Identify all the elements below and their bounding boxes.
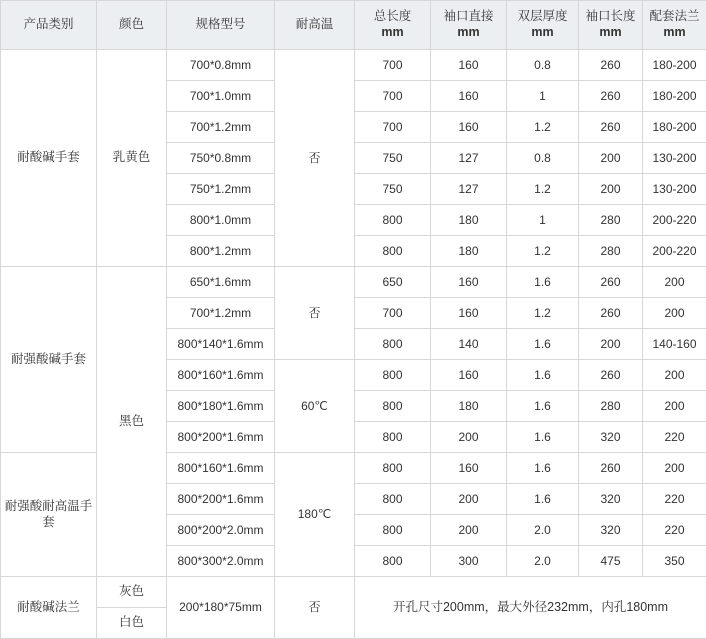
cuff-length-cell: 260	[579, 267, 643, 298]
thickness-cell: 1.6	[507, 329, 579, 360]
model-cell: 750*1.2mm	[167, 174, 275, 205]
header-total-length-unit: mm	[357, 25, 428, 41]
header-heat-resistance: 耐高温	[275, 1, 355, 50]
cuff-length-cell: 200	[579, 329, 643, 360]
cuff-length-cell: 260	[579, 453, 643, 484]
total-length-cell: 800	[355, 360, 431, 391]
total-length-cell: 800	[355, 205, 431, 236]
model-cell: 800*1.0mm	[167, 205, 275, 236]
header-flange: 配套法兰 mm	[643, 1, 706, 50]
model-cell: 800*1.2mm	[167, 236, 275, 267]
model-cell: 800*200*1.6mm	[167, 422, 275, 453]
thickness-cell: 1	[507, 81, 579, 112]
cuff-diameter-cell: 127	[431, 174, 507, 205]
table-body	[1, 50, 706, 639]
cuff-diameter-cell: 200	[431, 422, 507, 453]
cuff-length-cell: 200	[579, 143, 643, 174]
cuff-length-cell: 320	[579, 515, 643, 546]
cuff-diameter-cell: 160	[431, 81, 507, 112]
header-total-length: 总长度 mm	[355, 1, 431, 50]
header-cuff-diameter-unit: mm	[433, 25, 504, 41]
header-thickness-unit: mm	[509, 25, 576, 41]
color-cell-black: 黑色	[97, 267, 167, 577]
model-cell: 700*0.8mm	[167, 50, 275, 81]
model-cell-flange: 200*180*75mm	[167, 577, 275, 639]
thickness-cell: 1.6	[507, 422, 579, 453]
model-cell: 800*200*1.6mm	[167, 484, 275, 515]
cuff-length-cell: 280	[579, 236, 643, 267]
cuff-diameter-cell: 160	[431, 267, 507, 298]
flange-cell: 130-200	[643, 143, 706, 174]
header-cuff-length-unit: mm	[581, 25, 640, 41]
total-length-cell: 700	[355, 298, 431, 329]
cuff-length-cell: 260	[579, 112, 643, 143]
cuff-diameter-cell: 180	[431, 205, 507, 236]
model-cell: 800*300*2.0mm	[167, 546, 275, 577]
cuff-diameter-cell: 180	[431, 391, 507, 422]
cuff-diameter-cell: 140	[431, 329, 507, 360]
total-length-cell: 800	[355, 329, 431, 360]
cuff-length-cell: 320	[579, 484, 643, 515]
flange-cell: 200	[643, 391, 706, 422]
header-model: 规格型号	[167, 1, 275, 50]
model-cell: 800*160*1.6mm	[167, 360, 275, 391]
total-length-cell: 800	[355, 515, 431, 546]
total-length-cell: 650	[355, 267, 431, 298]
color-cell-white: 白色	[97, 608, 167, 639]
flange-cell: 350	[643, 546, 706, 577]
table-row	[1, 267, 706, 298]
total-length-cell: 700	[355, 81, 431, 112]
header-cuff-length: 袖口长度 mm	[579, 1, 643, 50]
total-length-cell: 750	[355, 174, 431, 205]
flange-cell: 200	[643, 267, 706, 298]
table-header	[1, 1, 706, 50]
cuff-length-cell: 260	[579, 81, 643, 112]
thickness-cell: 1.2	[507, 112, 579, 143]
cuff-length-cell: 280	[579, 205, 643, 236]
thickness-cell: 0.8	[507, 50, 579, 81]
category-cell-strong-acid-alkali-gloves: 耐强酸碱手套	[1, 267, 97, 453]
model-cell: 800*140*1.6mm	[167, 329, 275, 360]
thickness-cell: 0.8	[507, 143, 579, 174]
model-cell: 750*0.8mm	[167, 143, 275, 174]
cuff-diameter-cell: 300	[431, 546, 507, 577]
heat-cell: 180℃	[275, 453, 355, 577]
model-cell: 700*1.2mm	[167, 298, 275, 329]
cuff-diameter-cell: 160	[431, 360, 507, 391]
header-cuff-diameter: 袖口直接 mm	[431, 1, 507, 50]
table-row	[1, 50, 706, 81]
color-cell-gray: 灰色	[97, 577, 167, 608]
flange-cell: 140-160	[643, 329, 706, 360]
cuff-diameter-cell: 180	[431, 236, 507, 267]
header-row	[1, 1, 706, 50]
flange-cell: 200-220	[643, 236, 706, 267]
header-thickness: 双层厚度 mm	[507, 1, 579, 50]
category-cell-acid-alkali-gloves: 耐酸碱手套	[1, 50, 97, 267]
flange-cell: 200	[643, 453, 706, 484]
heat-cell: 否	[275, 50, 355, 267]
cuff-length-cell: 280	[579, 391, 643, 422]
cuff-length-cell: 320	[579, 422, 643, 453]
cuff-diameter-cell: 160	[431, 112, 507, 143]
cuff-diameter-cell: 160	[431, 50, 507, 81]
thickness-cell: 1	[507, 205, 579, 236]
header-color: 颜色	[97, 1, 167, 50]
table-row	[1, 577, 706, 608]
thickness-cell: 1.6	[507, 360, 579, 391]
flange-note-cell: 开孔尺寸200mm，最大外径232mm，内孔180mm	[355, 577, 706, 639]
flange-cell: 200-220	[643, 205, 706, 236]
thickness-cell: 1.2	[507, 174, 579, 205]
cuff-length-cell: 260	[579, 360, 643, 391]
flange-cell: 130-200	[643, 174, 706, 205]
heat-cell: 60℃	[275, 360, 355, 453]
model-cell: 650*1.6mm	[167, 267, 275, 298]
cuff-length-cell: 475	[579, 546, 643, 577]
thickness-cell: 1.6	[507, 391, 579, 422]
thickness-cell: 1.6	[507, 267, 579, 298]
category-cell-strong-acid-high-temp-gloves: 耐强酸耐高温手套	[1, 453, 97, 577]
thickness-cell: 1.2	[507, 298, 579, 329]
thickness-cell: 2.0	[507, 546, 579, 577]
flange-cell: 220	[643, 422, 706, 453]
cuff-length-cell: 200	[579, 174, 643, 205]
thickness-cell: 1.6	[507, 453, 579, 484]
flange-cell: 180-200	[643, 81, 706, 112]
cuff-diameter-cell: 160	[431, 453, 507, 484]
total-length-cell: 800	[355, 484, 431, 515]
flange-cell: 220	[643, 484, 706, 515]
color-cell-cream-yellow: 乳黄色	[97, 50, 167, 267]
total-length-cell: 800	[355, 236, 431, 267]
thickness-cell: 1.2	[507, 236, 579, 267]
total-length-cell: 800	[355, 453, 431, 484]
total-length-cell: 750	[355, 143, 431, 174]
model-cell: 800*180*1.6mm	[167, 391, 275, 422]
total-length-cell: 700	[355, 112, 431, 143]
cuff-diameter-cell: 160	[431, 298, 507, 329]
thickness-cell: 1.6	[507, 484, 579, 515]
cuff-length-cell: 260	[579, 298, 643, 329]
flange-cell: 200	[643, 298, 706, 329]
cuff-diameter-cell: 200	[431, 515, 507, 546]
flange-cell: 200	[643, 360, 706, 391]
cuff-diameter-cell: 200	[431, 484, 507, 515]
model-cell: 700*1.2mm	[167, 112, 275, 143]
total-length-cell: 800	[355, 391, 431, 422]
flange-cell: 180-200	[643, 112, 706, 143]
total-length-cell: 800	[355, 546, 431, 577]
total-length-cell: 700	[355, 50, 431, 81]
heat-cell: 否	[275, 577, 355, 639]
heat-cell: 否	[275, 267, 355, 360]
cuff-length-cell: 260	[579, 50, 643, 81]
category-cell-acid-alkali-flange: 耐酸碱法兰	[1, 577, 97, 639]
cuff-diameter-cell: 127	[431, 143, 507, 174]
header-flange-unit: mm	[645, 25, 704, 41]
header-product-category: 产品类别	[1, 1, 97, 50]
flange-cell: 180-200	[643, 50, 706, 81]
flange-cell: 220	[643, 515, 706, 546]
model-cell: 700*1.0mm	[167, 81, 275, 112]
total-length-cell: 800	[355, 422, 431, 453]
model-cell: 800*200*2.0mm	[167, 515, 275, 546]
thickness-cell: 2.0	[507, 515, 579, 546]
model-cell: 800*160*1.6mm	[167, 453, 275, 484]
